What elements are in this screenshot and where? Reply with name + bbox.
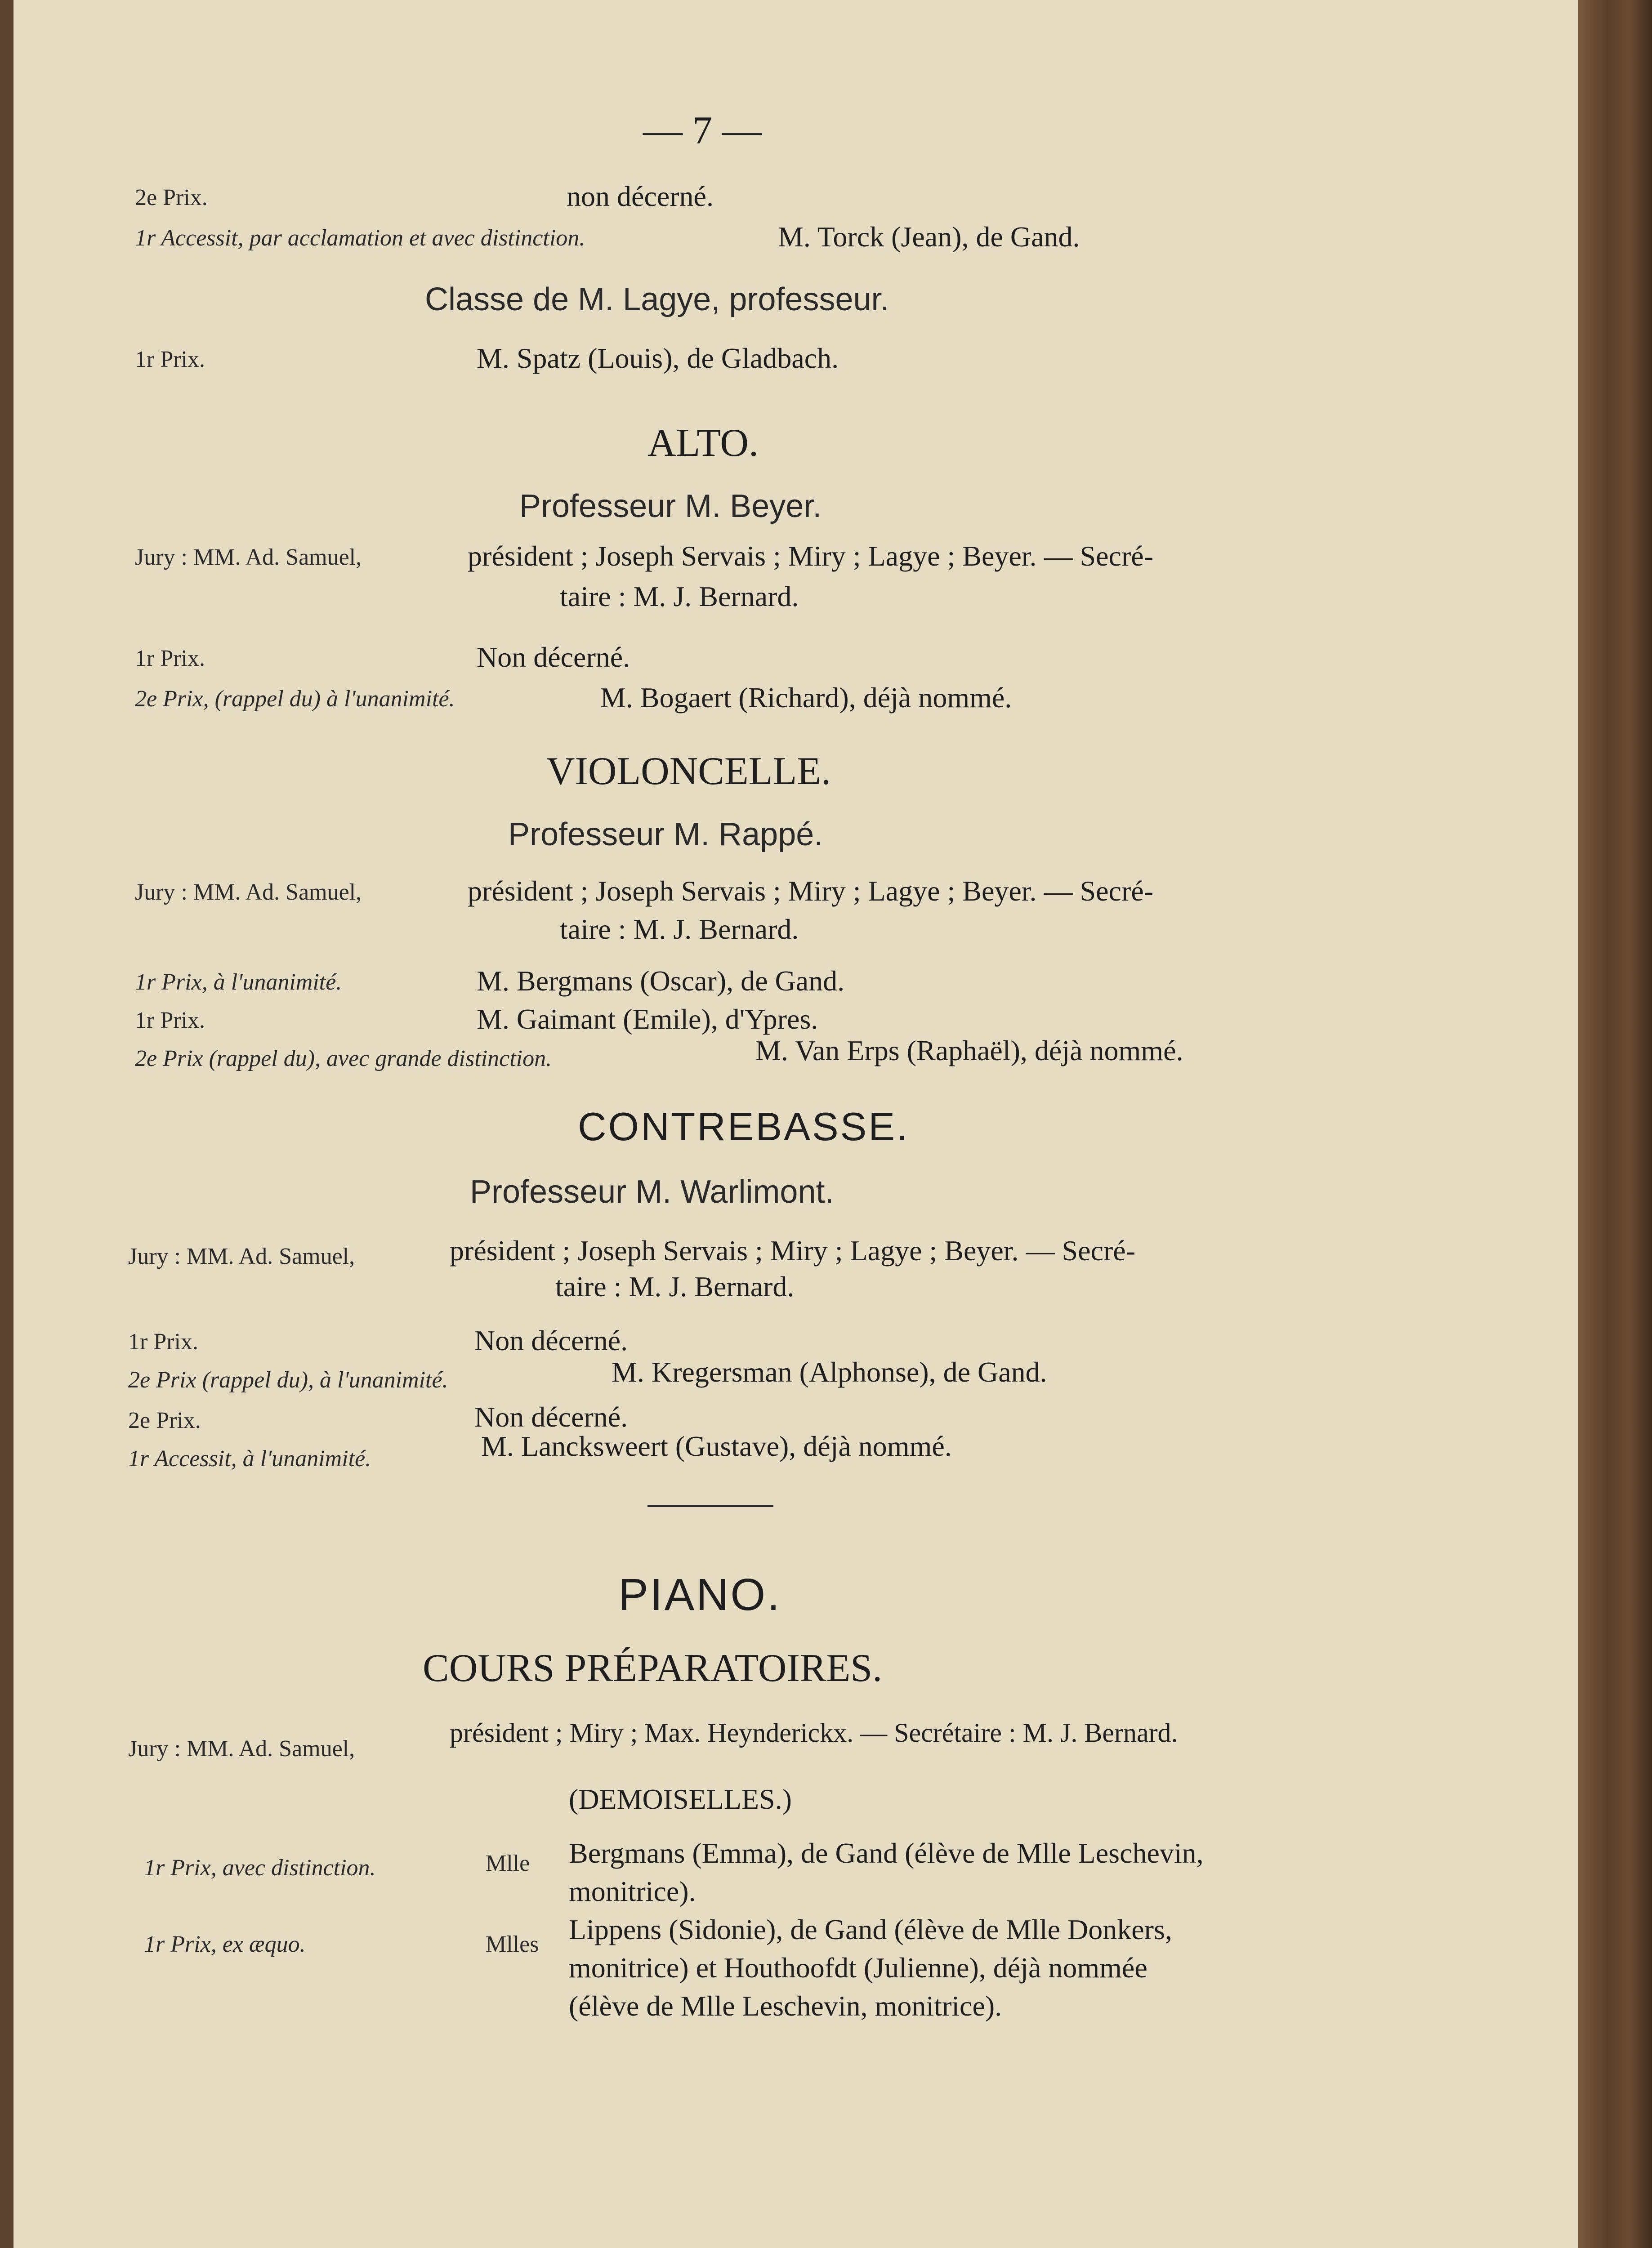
prize-label: 2e Prix.: [135, 185, 208, 210]
prize-text: M. Bogaert (Richard), déjà nommé.: [600, 682, 1012, 714]
prize-text: M. Lancksweert (Gustave), déjà nommé.: [481, 1430, 952, 1462]
class-heading: Classe de M. Lagye, professeur.: [425, 281, 889, 317]
page-number: — 7 —: [643, 109, 762, 152]
jury-label: Jury : MM. Ad. Samuel,: [128, 1244, 355, 1269]
section-subheading: COURS PRÉPARATOIRES.: [423, 1646, 883, 1690]
jury-text: président ; Joseph Servais ; Miry ; Lagye ; Beyer. — Secré-: [468, 875, 1153, 907]
prize-label: 2e Prix.: [128, 1408, 201, 1433]
prize-text: Lippens (Sidonie), de Gand (élève de Mlle Donkers,: [569, 1913, 1172, 1945]
prize-text: Non décerné.: [474, 1401, 628, 1433]
professor-line: Professeur M. Beyer.: [519, 488, 822, 524]
professor-line: Professeur M. Rappé.: [508, 816, 823, 852]
prize-text: M. Torck (Jean), de Gand.: [778, 221, 1080, 253]
book-binding-edge: [1578, 0, 1652, 2248]
prize-text: M. Bergmans (Oscar), de Gand.: [477, 965, 845, 997]
prize-text: Bergmans (Emma), de Gand (élève de Mlle Leschevin,: [569, 1837, 1204, 1869]
prize-text: M. Kregersman (Alphonse), de Gand.: [612, 1356, 1047, 1388]
prize-label: 1r Prix.: [135, 347, 205, 372]
book-page: [13, 0, 1578, 2248]
prize-label: 2e Prix, (rappel du) à l'unanimité.: [135, 686, 455, 712]
prize-label: 1r Accessit, à l'unanimité.: [128, 1446, 371, 1472]
jury-text-cont: taire : M. J. Bernard.: [560, 580, 799, 612]
jury-text: président ; Joseph Servais ; Miry ; Lagye ; Beyer. — Secré-: [468, 540, 1153, 572]
prize-label: 1r Prix, ex æquo.: [144, 1931, 306, 1957]
prize-text-cont: monitrice) et Houthoofdt (Julienne), déjà nommée: [569, 1952, 1147, 1984]
title-abbrev: Mlles: [486, 1931, 539, 1957]
professor-line: Professeur M. Warlimont.: [470, 1174, 834, 1210]
prize-text: Non décerné.: [477, 641, 630, 673]
prize-label: 2e Prix (rappel du), à l'unanimité.: [128, 1367, 448, 1393]
jury-text: président ; Miry ; Max. Heynderickx. — Secrétaire : M. J. Bernard.: [450, 1718, 1178, 1748]
section-heading-contrebasse: CONTREBASSE.: [578, 1104, 910, 1149]
prize-label: 1r Prix.: [135, 1008, 205, 1033]
jury-label: Jury : MM. Ad. Samuel,: [128, 1736, 355, 1762]
prize-label: 2e Prix (rappel du), avec grande distinction.: [135, 1046, 552, 1071]
section-divider: [647, 1505, 773, 1507]
prize-text-cont: (élève de Mlle Leschevin, monitrice).: [569, 1990, 1002, 2022]
jury-text-cont: taire : M. J. Bernard.: [560, 913, 799, 945]
prize-label: 1r Accessit, par acclamation et avec distinction.: [135, 225, 585, 251]
section-heading-violoncelle: VIOLONCELLE.: [546, 749, 831, 793]
jury-text-cont: taire : M. J. Bernard.: [555, 1271, 795, 1302]
section-heading-alto: ALTO.: [647, 421, 759, 465]
prize-text: M. Gaimant (Emile), d'Ypres.: [477, 1003, 818, 1035]
prize-text: Non décerné.: [474, 1325, 628, 1356]
prize-label: 1r Prix.: [135, 646, 205, 671]
prize-label: 1r Prix, avec distinction.: [144, 1855, 376, 1881]
jury-text: président ; Joseph Servais ; Miry ; Lagye ; Beyer. — Secré-: [450, 1235, 1135, 1267]
prize-text: M. Spatz (Louis), de Gladbach.: [477, 342, 839, 374]
title-abbrev: Mlle: [486, 1851, 530, 1876]
prize-text: non décerné.: [567, 180, 714, 212]
group-heading: (DEMOISELLES.): [569, 1783, 792, 1815]
prize-label: 1r Prix.: [128, 1329, 198, 1355]
prize-text-cont: monitrice).: [569, 1875, 696, 1907]
prize-text: M. Van Erps (Raphaël), déjà nommé.: [755, 1035, 1183, 1066]
jury-label: Jury : MM. Ad. Samuel,: [135, 879, 362, 905]
jury-label: Jury : MM. Ad. Samuel,: [135, 544, 362, 570]
section-heading-piano: PIANO.: [618, 1570, 781, 1620]
prize-label: 1r Prix, à l'unanimité.: [135, 969, 342, 995]
